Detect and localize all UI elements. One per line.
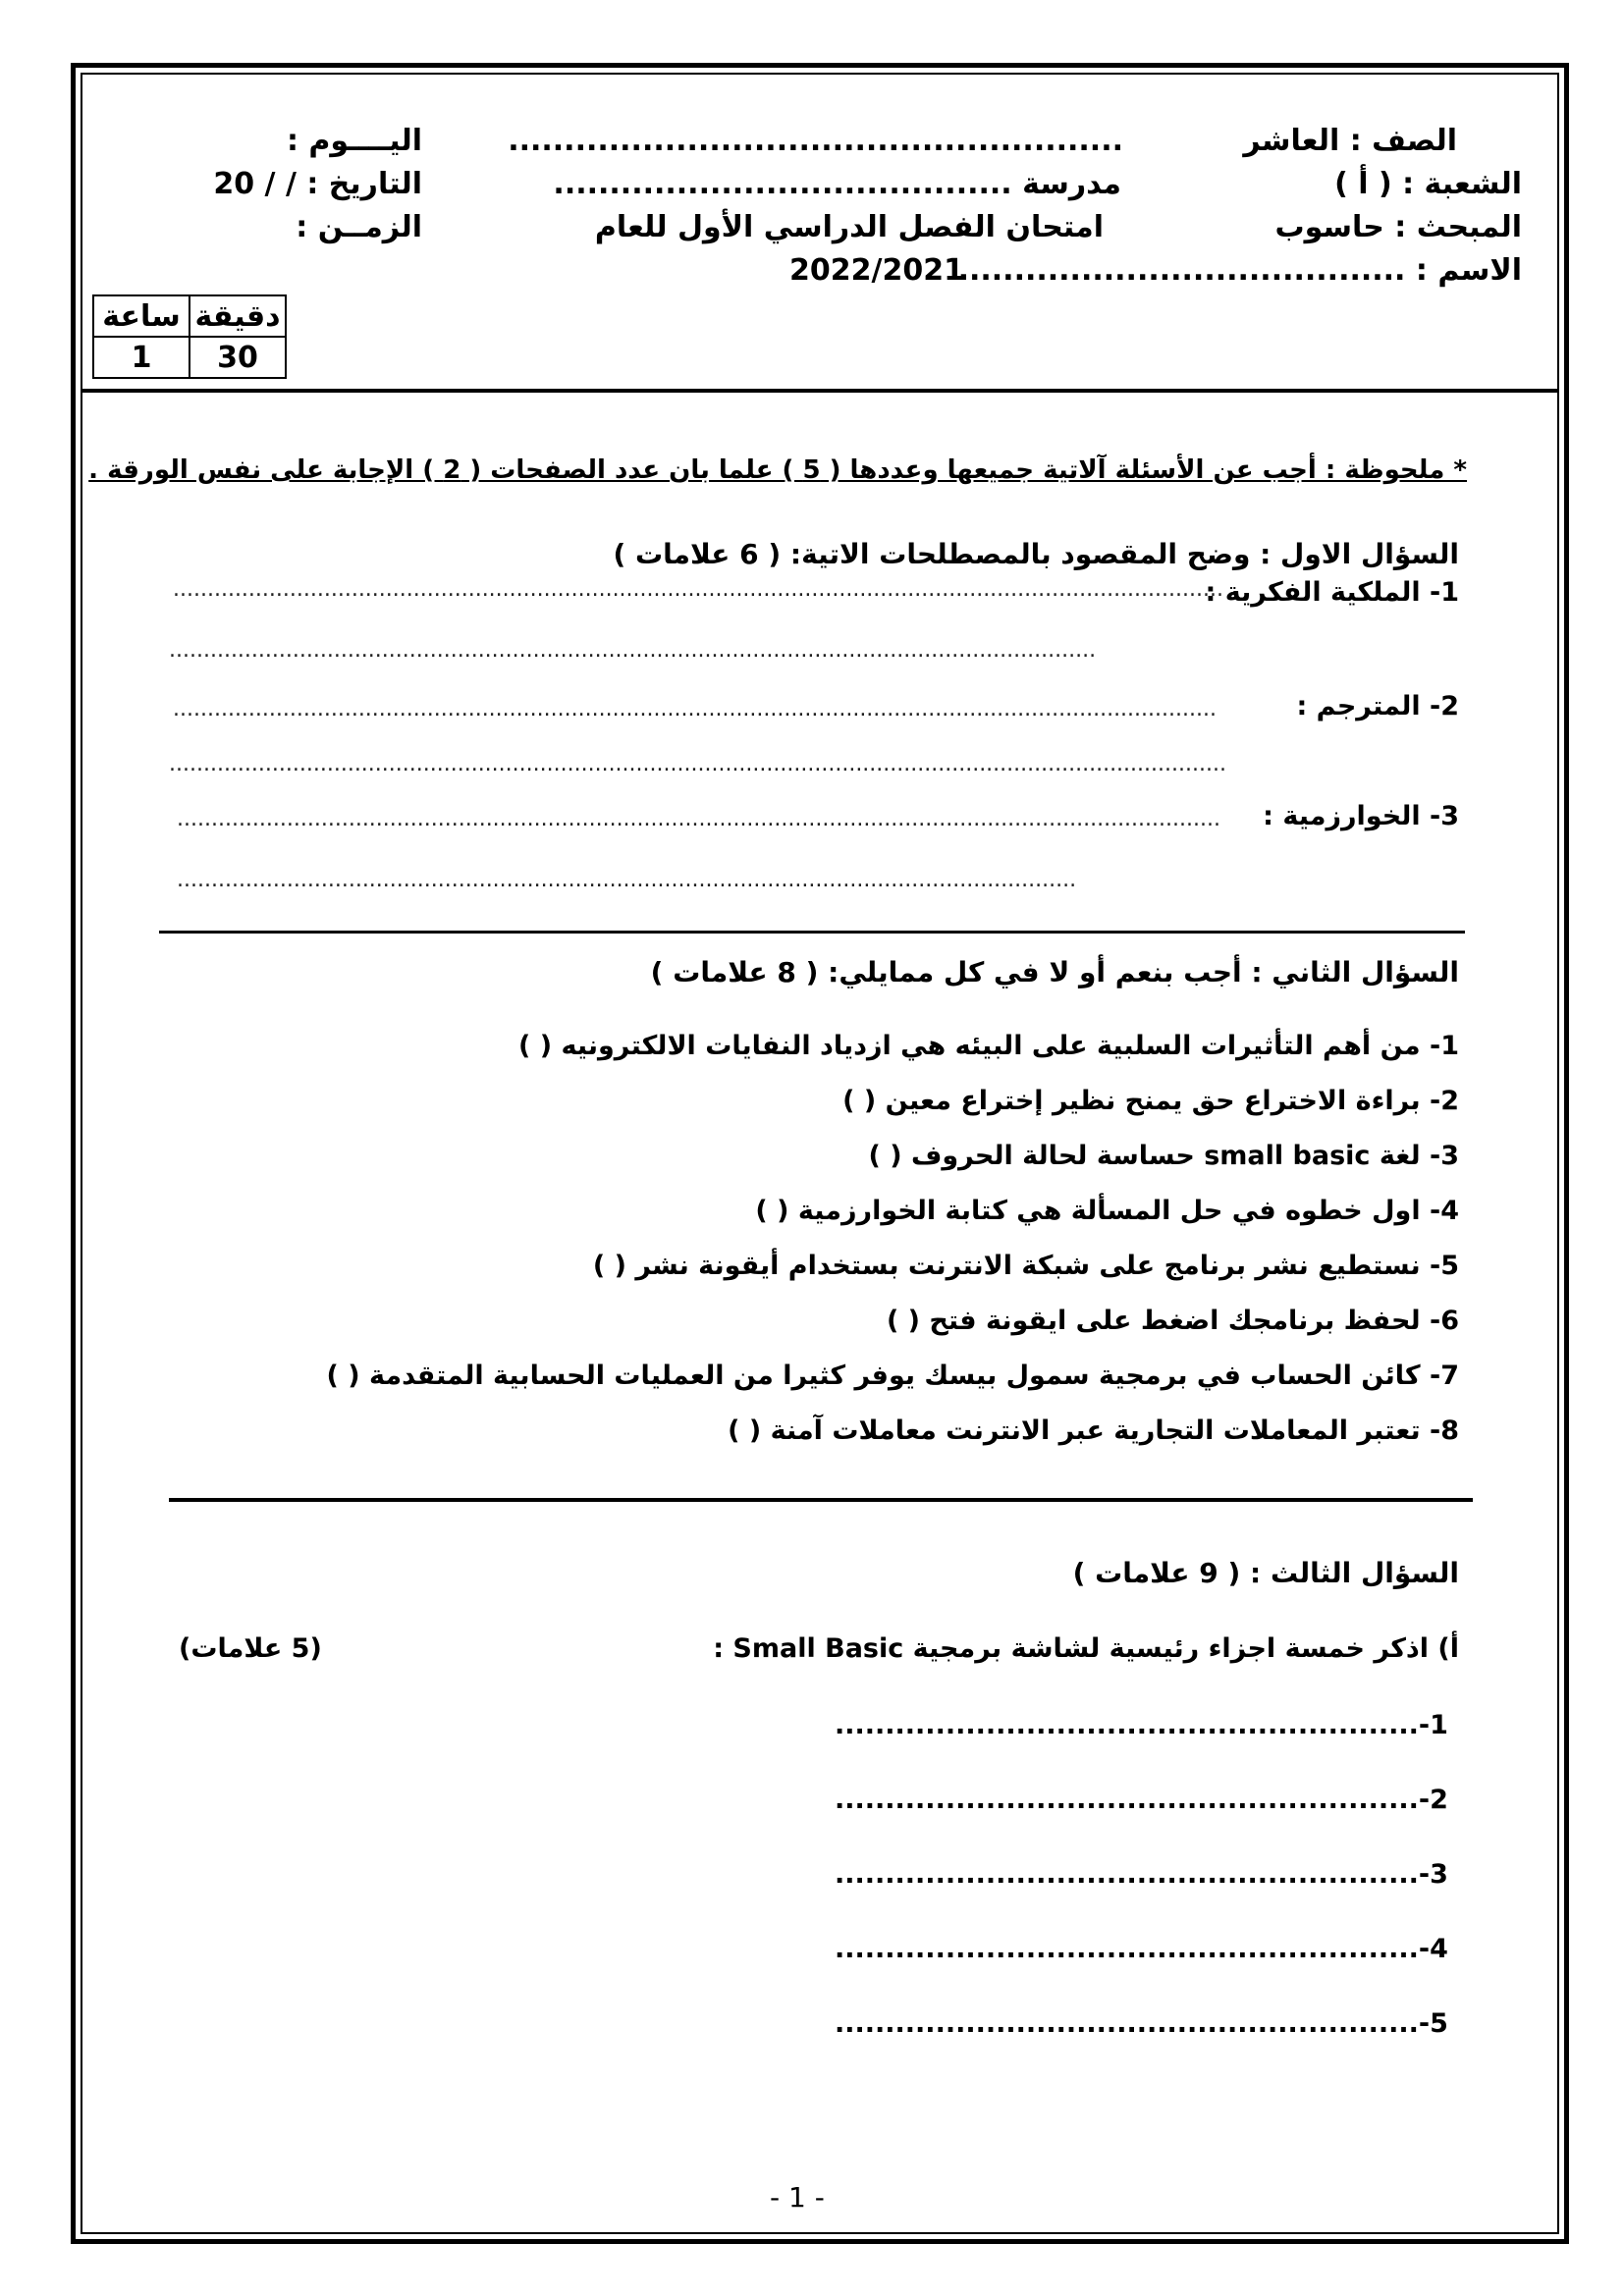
q1-item-3-dots: ........................................................................................................................................................ bbox=[177, 807, 1220, 831]
q1-title: السؤال الاول : وضح المقصود بالمصطلحات الاتية: ( 6 علامات ) bbox=[613, 538, 1459, 570]
exam-year: 2022/2021 bbox=[789, 253, 964, 288]
date-line: التاريخ : / / 20 bbox=[213, 167, 422, 201]
q1-item-3: 3- الخوارزمية : bbox=[1263, 801, 1459, 831]
q3-line-2: ..........................................................-2 bbox=[835, 1785, 1448, 1815]
q3-part-a: أ) اذكر خمسة اجزاء رئيسية لشاشة برمجية Small Basic : bbox=[713, 1633, 1459, 1664]
minute-label: دقيقة bbox=[189, 295, 286, 337]
q1-divider bbox=[159, 931, 1465, 934]
q3-line-1: ..........................................................-1 bbox=[835, 1710, 1448, 1740]
page-number: - 1 - bbox=[770, 2181, 825, 2214]
top-dots: ....................................................... bbox=[508, 124, 1123, 158]
exam-note: * ملحوظة : أجب عن الأسئلة آلاتية جميعها وعددها ( 5 ) علما بان عدد الصفحات ( 2 ) الإجابة على نفس الورقة . bbox=[88, 455, 1467, 485]
q2-item-5: 5- نستطيع نشر برنامج على شبكة الانترنت بستخدام أيقونة نشر ( ) bbox=[592, 1251, 1459, 1281]
header-divider bbox=[81, 389, 1559, 393]
day-line: اليــــوم : bbox=[286, 124, 422, 158]
q3-line-4: ..........................................................-4 bbox=[835, 1934, 1448, 1964]
q2-item-2: 2- براءة الاختراع حق يمنح نظير إختراع معين ( ) bbox=[842, 1086, 1459, 1116]
q2-item-7: 7- كائن الحساب في برمجية سمول بيسك يوفر كثيرا من العمليات الحسابية المتقدمة ( ) bbox=[326, 1361, 1459, 1391]
q2-divider bbox=[169, 1498, 1473, 1502]
hour-value: 1 bbox=[93, 337, 189, 378]
q2-item-3: 3- لغة small basic حساسة لحالة الحروف ( ) bbox=[868, 1141, 1459, 1171]
q2-item-6: 6- لحفظ برنامجك اضغط على ايقونة فتح ( ) bbox=[886, 1306, 1459, 1336]
class-line: الصف : العاشر bbox=[1243, 124, 1457, 158]
q1-item-2-dots-2: .......................................................................................................................................................... bbox=[169, 752, 1226, 776]
q2-title: السؤال الثاني : أجب بنعم أو لا في كل ممايلي: ( 8 علامات ) bbox=[650, 956, 1459, 988]
section-line: الشعبة : ( أ ) bbox=[1334, 167, 1522, 201]
time-table bbox=[92, 294, 287, 379]
q1-item-2: 2- المترجم : bbox=[1296, 691, 1459, 721]
minute-value: 30 bbox=[189, 337, 286, 378]
q1-item-2-dots: ........................................................................................................................................................ bbox=[173, 697, 1217, 721]
q1-item-1-dots-2: ....................................................................................................................................... bbox=[169, 638, 1097, 663]
q2-item-1: 1- من أهم التأثيرات السلبية على البيئه هي ازدياد النفايات الالكترونيه ( ) bbox=[517, 1031, 1459, 1061]
q3-line-3: ..........................................................-3 bbox=[835, 1859, 1448, 1890]
q2-item-4: 4- اول خطوه في حل المسألة هي كتابة الخوارزمية ( ) bbox=[755, 1196, 1459, 1226]
q3-line-5: ..........................................................-5 bbox=[835, 2008, 1448, 2039]
time-line: الزمــن : bbox=[296, 210, 422, 244]
subject-line: المبحث : حاسوب bbox=[1274, 210, 1522, 244]
hour-label: ساعة bbox=[93, 295, 189, 337]
q3-title: السؤال الثالث : ( 9 علامات ) bbox=[1072, 1557, 1459, 1589]
exam-title: امتحان الفصل الدراسي الأول للعام bbox=[594, 210, 1104, 244]
q3-part-a-marks: (5 علامات) bbox=[179, 1633, 322, 1664]
school-line: مدرسة ......................................... bbox=[553, 167, 1121, 201]
name-line: الاسم : ........................................ bbox=[957, 253, 1522, 288]
q1-item-1-dots: ......................................................................................................................................................... bbox=[173, 577, 1223, 602]
q1-item-1: 1- الملكية الفكرية : bbox=[1205, 577, 1459, 608]
q2-item-8: 8- تعتبر المعاملات التجارية عبر الانترنت معاملات آمنة ( ) bbox=[728, 1415, 1459, 1446]
q1-item-3-dots-2: ................................................................................................................................... bbox=[177, 868, 1077, 892]
